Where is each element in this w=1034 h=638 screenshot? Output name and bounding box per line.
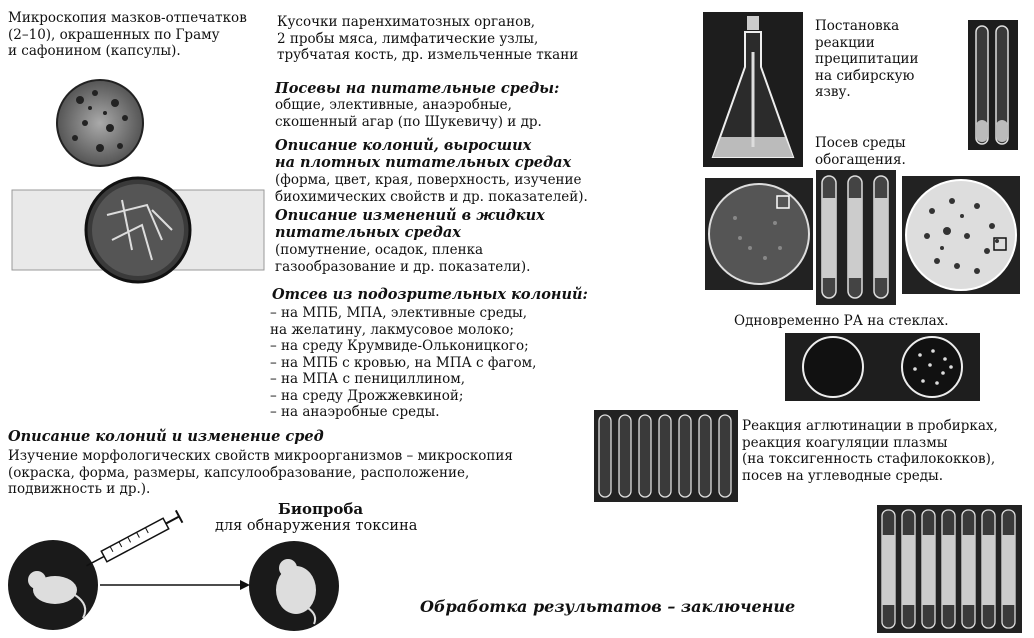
bioassay-subtitle: для обнаружения токсина: [215, 518, 418, 534]
seeding-heading: Посевы на питательные среды:: [275, 80, 560, 97]
subculture-heading: Отсев из подозрительных колоний:: [272, 286, 588, 303]
liquid-media-heading: Описание изменений в жидких питательных средах: [275, 207, 545, 241]
slide-with-dish-image: [12, 180, 264, 280]
enrichment-tubes-image: [816, 170, 896, 305]
ra-text: Одновременно РА на стеклах.: [734, 313, 949, 329]
liquid-media-text: (помутнение, осадок, пленка газообразование и др. показатели).: [275, 242, 531, 275]
agglutination-text: Реакция аглютинации в пробирках, реакция коагуляции плазмы (на токсигенность стафилококков), посев на углеводные среды.: [742, 418, 998, 484]
bioassay-arrow: [100, 578, 250, 592]
agglutination-tubes-image: [594, 410, 738, 502]
smear-microscopy-image: [55, 78, 145, 168]
petri-dish-left-image: [705, 178, 813, 290]
precipitation-text: Постановка реакции преципитации на сибирскую язву.: [815, 18, 919, 100]
dead-mouse-image: [248, 540, 340, 632]
carbohydrate-tubes-image: [877, 505, 1022, 633]
seeding-text: общие, элективные, анаэробные, скошенный агар (по Шукевичу) и др.: [275, 97, 542, 130]
petri-dish-colonies-image: [902, 176, 1020, 294]
precipitation-tubes-image: [968, 20, 1018, 150]
colonies-description-heading: Описание колоний и изменение сред: [8, 428, 324, 445]
enrichment-text: Посев среды обогащения.: [815, 135, 906, 168]
bioassay-title: Биопроба: [278, 500, 364, 518]
samples-text: Кусочки паренхиматозных органов, 2 пробы мяса, лимфатические узлы, трубчатая кость, др. измельченные ткани: [277, 14, 579, 63]
morphology-text: Изучение морфологических свойств микроорганизмов – микроскопия (окраска, форма, размеры, капсулообразование, расположение, подвижность и др.).: [8, 448, 513, 497]
microscopy-text: Микроскопия мазков-отпечатков (2–10), окрашенных по Граму и сафонином (капсулы).: [8, 10, 247, 59]
conclusion-text: Обработка результатов – заключение: [420, 597, 796, 616]
solid-media-heading: Описание колоний, выросших на плотных питательных средах: [275, 137, 572, 171]
ra-glass-slides-image: [785, 333, 980, 401]
mouse-injection-image: [5, 500, 205, 635]
solid-media-text: (форма, цвет, края, поверхность, изучение биохимических свойств и др. показателей).: [275, 172, 588, 205]
subculture-text: – на МПБ, МПА, элективные среды, на желатину, лакмусовое молоко; – на среду Крумвиде-Ольконицкого; – на МПБ с кровью, на МПА с фагом, – на МПА с пенициллином, – на среду Дрожжевкиной; – на анаэробные среды.: [270, 305, 537, 420]
flask-image: [703, 12, 803, 167]
